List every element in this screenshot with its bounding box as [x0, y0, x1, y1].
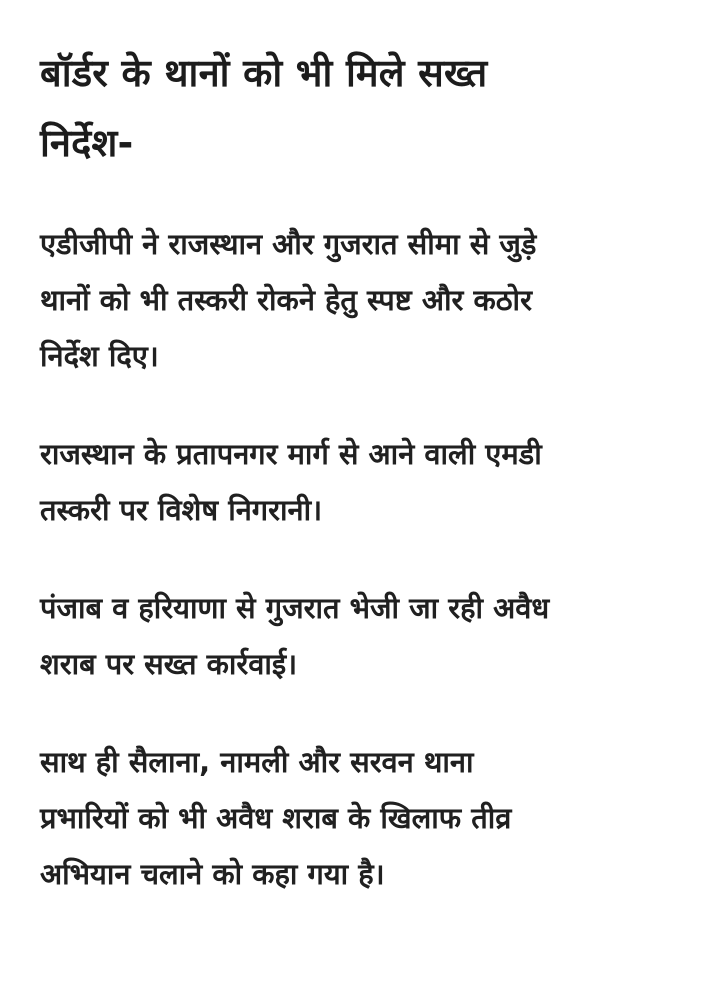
article-heading	[40, 38, 686, 178]
heading-line: बॉर्डर के थानों को भी मिले सख्त	[40, 51, 488, 95]
heading-line: निर्देश-	[40, 121, 134, 165]
paragraph-line: साथ ही सैलाना, नामली और सरवन थाना	[40, 745, 474, 779]
paragraph-line: एडीजीपी ने राजस्थान और गुजरात सीमा से जुड़े	[40, 227, 537, 261]
paragraph-line: पंजाब व हरियाणा से गुजरात भेजी जा रही अवैध	[40, 591, 550, 625]
paragraph-md-smuggling	[40, 426, 686, 538]
paragraph-line: शराब पर सख्त कार्रवाई।	[40, 647, 298, 681]
paragraph-line: प्रभारियों को भी अवैध शराब के खिलाफ तीव्र	[40, 801, 512, 835]
paragraph-line: तस्करी पर विशेष निगरानी।	[40, 493, 323, 527]
paragraph-illegal-liquor	[40, 580, 686, 692]
paragraph-line: अभियान चलाने को कहा गया है।	[40, 857, 385, 891]
paragraph-line: निर्देश दिए।	[40, 339, 159, 373]
paragraph-line: राजस्थान के प्रतापनगर मार्ग से आने वाली एमडी	[40, 437, 542, 471]
paragraph-border-stations	[40, 216, 686, 384]
paragraph-line: थानों को भी तस्करी रोकने हेतु स्पष्ट और कठोर	[40, 283, 532, 317]
paragraph-station-incharges	[40, 734, 686, 902]
